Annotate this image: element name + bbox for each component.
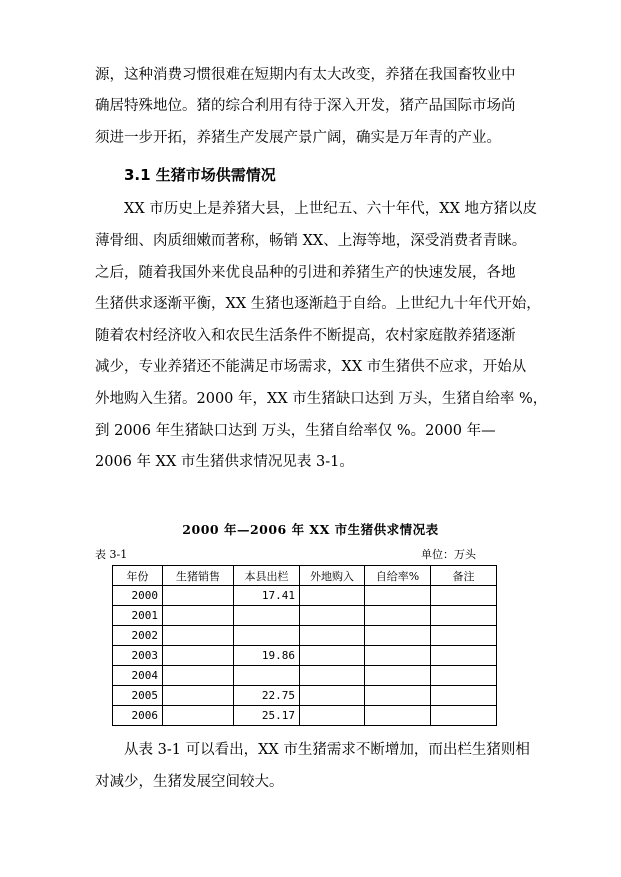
body-text-line: 之后，随着我国外来优良品种的引进和养猪生产的快速发展，各地 (95, 265, 516, 281)
table-row (113, 606, 497, 626)
body-text-line: 须进一步开拓，养猪生产发展产景广阔，确实是万年青的产业。 (95, 130, 501, 146)
table-cell (300, 606, 365, 626)
table-cell-year: 2004 (113, 666, 163, 686)
table-cell (365, 686, 431, 706)
table-cell (300, 706, 365, 726)
body-text-line: 生猪供求逐渐平衡，XX 生猪也逐渐趋于自给。上世纪九十年代开始， (95, 296, 541, 312)
table-cell (234, 626, 300, 646)
column-header-sales: 生猪销售 (163, 566, 234, 586)
body-text-line: 源，这种消费习惯很难在短期内有太大改变，养猪在我国畜牧业中 (95, 67, 516, 83)
table-cell-year: 2003 (113, 646, 163, 666)
table-header-row (113, 566, 497, 586)
table-cell (365, 706, 431, 726)
table-cell-year: 2005 (113, 686, 163, 706)
table-cell (365, 606, 431, 626)
table-cell (300, 646, 365, 666)
supply-demand-table (112, 565, 497, 726)
table-cell (300, 626, 365, 646)
table-cell (163, 686, 234, 706)
table-cell (431, 706, 497, 726)
table-row (113, 586, 497, 606)
table-cell: 22.75 (234, 686, 300, 706)
table-cell (365, 646, 431, 666)
table-row (113, 666, 497, 686)
table-cell: 17.41 (234, 586, 300, 606)
table-cell (163, 706, 234, 726)
body-text-line: 随着农村经济收入和农民生活条件不断提高，农村家庭散养猪逐渐 (95, 328, 516, 344)
table-row (113, 706, 497, 726)
table-cell (431, 586, 497, 606)
body-text-line: XX 市历史上是养猪大县，上世纪五、六十年代，XX 地方猪以皮 (124, 201, 538, 217)
table-cell-year: 2001 (113, 606, 163, 626)
body-text-line: 到 2006 年生猪缺口达到 万头，生猪自给率仅 %。2000 年— (95, 423, 496, 439)
body-text-line: 外地购入生猪。2000 年，XX 市生猪缺口达到 万头，生猪自给率 %， (95, 391, 548, 407)
table-cell: 25.17 (234, 706, 300, 726)
body-text-line: 薄骨细、肉质细嫩而著称，畅销 XX、上海等地，深受消费者青睐。 (95, 233, 527, 249)
body-text-line: 2006 年 XX 市生猪供求情况见表 3-1。 (95, 454, 354, 470)
body-text-line: 从表 3-1 可以看出，XX 市生猪需求不断增加，而出栏生猪则相 (124, 742, 530, 758)
table-cell-year: 2002 (113, 626, 163, 646)
column-header-self-sufficiency: 自给率% (365, 566, 431, 586)
table-cell (163, 586, 234, 606)
table-cell (365, 586, 431, 606)
column-header-local-output: 本县出栏 (234, 566, 300, 586)
table-cell-year: 2006 (113, 706, 163, 726)
table-unit-label: 单位：万头 (421, 548, 476, 561)
table-row (113, 646, 497, 666)
table-cell (431, 606, 497, 626)
table-cell (234, 666, 300, 686)
body-text-line: 减少，专业养猪还不能满足市场需求，XX 市生猪供不应求，开始从 (95, 359, 527, 375)
table-cell (431, 646, 497, 666)
table-cell: 19.86 (234, 646, 300, 666)
section-heading: 3.1 生猪市场供需情况 (124, 166, 276, 184)
body-text-line: 对减少，生猪发展空间较大。 (95, 774, 284, 790)
table-number-label: 表 3-1 (95, 548, 128, 561)
table-cell-year: 2000 (113, 586, 163, 606)
table-cell (431, 686, 497, 706)
table-cell (163, 666, 234, 686)
table-cell (431, 626, 497, 646)
table-cell (234, 606, 300, 626)
table-cell (300, 666, 365, 686)
column-header-remarks: 备注 (431, 566, 497, 586)
table-cell (163, 606, 234, 626)
table-row (113, 686, 497, 706)
table-row (113, 626, 497, 646)
table-cell (300, 586, 365, 606)
table-cell (431, 666, 497, 686)
table-title: 2000 年—2006 年 XX 市生猪供求情况表 (182, 522, 439, 537)
column-header-year: 年份 (113, 566, 163, 586)
table-cell (365, 626, 431, 646)
column-header-imports: 外地购入 (300, 566, 365, 586)
body-text-line: 确居特殊地位。猪的综合利用有待于深入开发，猪产品国际市场尚 (95, 98, 516, 114)
table-cell (163, 646, 234, 666)
table-cell (163, 626, 234, 646)
table-cell (300, 686, 365, 706)
table-cell (365, 666, 431, 686)
